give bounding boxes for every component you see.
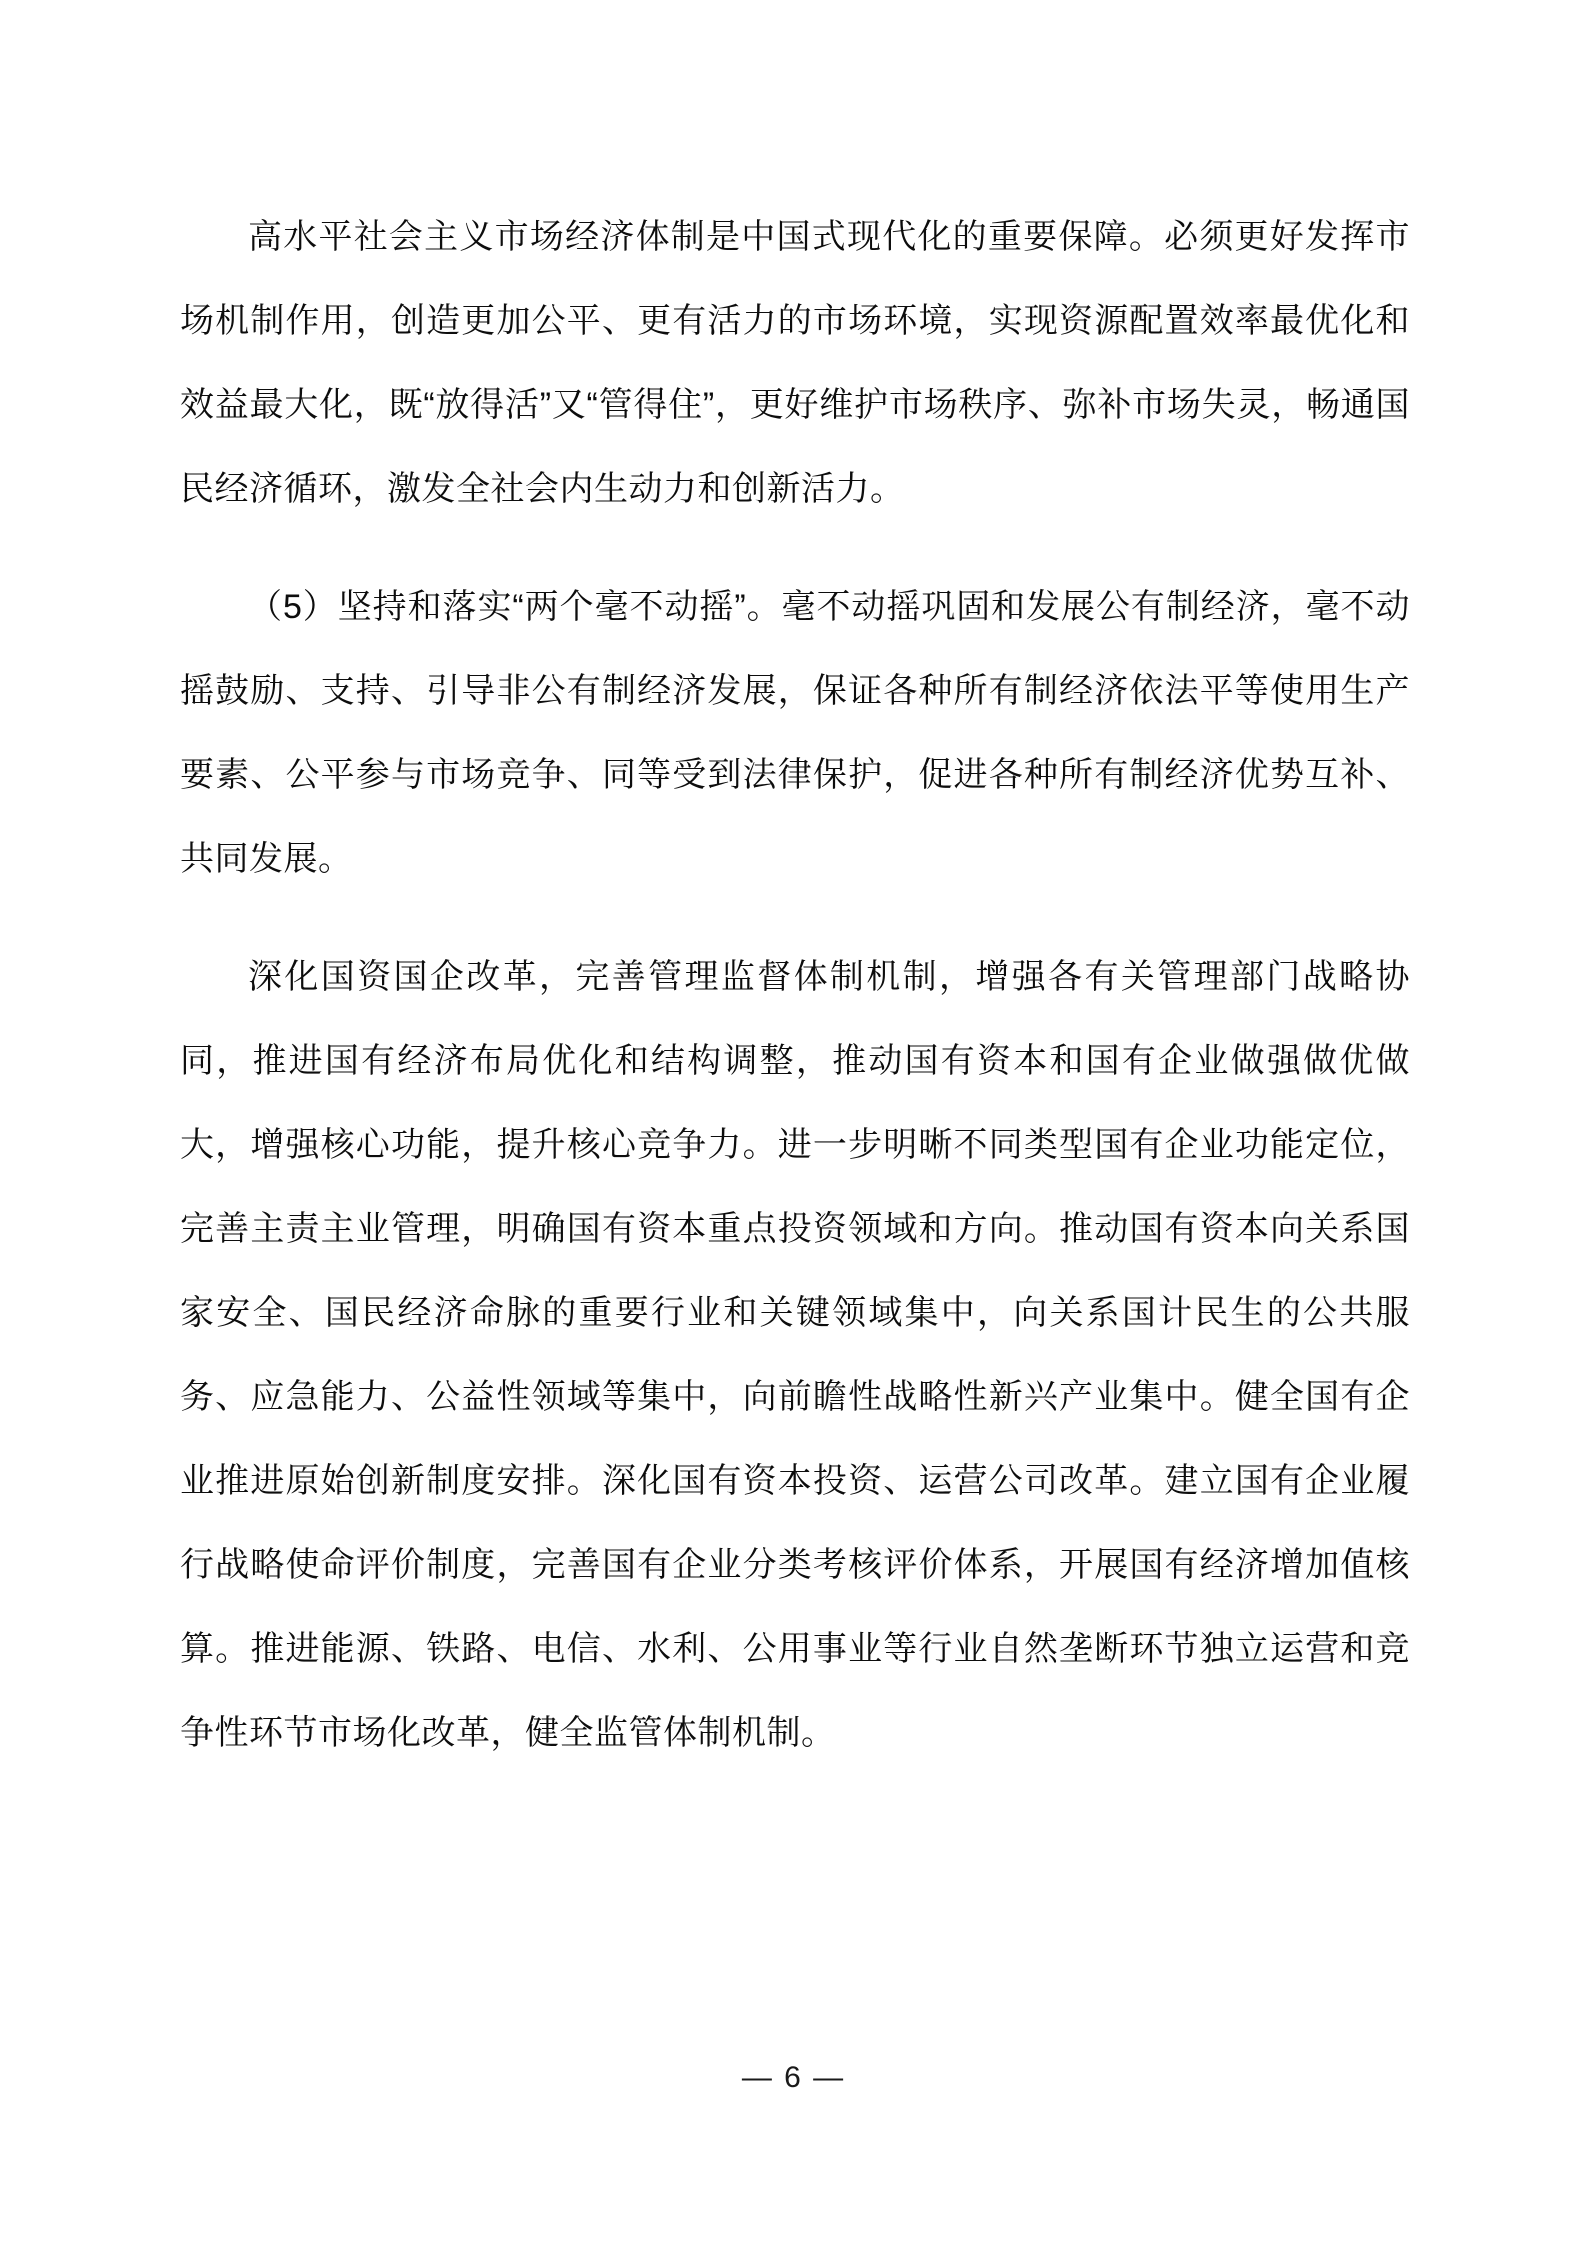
text-content <box>180 195 1410 1809</box>
body-paragraph: （5）坚持和落实“两个毫不动摇”。毫不动摇巩固和发展公有制经济，毫不动摇鼓励、支持、引导非公有制经济发展，保证各种所有制经济依法平等使用生产要素、公平参与市场竞争、同等受到法律保护，促进各种所有制经济优势互补、共同发展。 <box>180 588 1410 878</box>
body-paragraph: 深化国资国企改革，完善管理监督体制机制，增强各有关管理部门战略协同，推进国有经济布局优化和结构调整，推动国有资本和国有企业做强做优做大，增强核心功能，提升核心竞争力。进一步明晰不同类型国有企业功能定位，完善主责主业管理，明确国有资本重点投资领域和方向。推动国有资本向关系国家安全、国民经济命脉的重要行业和关键领域集中，向关系国计民生的公共服务、应急能力、公益性领域等集中，向前瞻性战略性新兴产业集中。健全国有企业推进原始创新制度安排。深化国有资本投资、运营公司改革。建立国有企业履行战略使命评价制度，完善国有企业分类考核评价体系，开展国有经济增加值核算。推进能源、铁路、电信、水利、公用事业等行业自然垄断环节独立运营和竞争性环节市场化改革，健全监管体制机制。 <box>180 958 1410 1752</box>
page-number: — 6 — <box>741 2061 846 2094</box>
body-paragraph: 高水平社会主义市场经济体制是中国式现代化的重要保障。必须更好发挥市场机制作用，创造更加公平、更有活力的市场环境，实现资源配置效率最优化和效益最大化，既“放得活”又“管得住”，更好维护市场秩序、弥补市场失灵，畅通国民经济循环，激发全社会内生动力和创新活力。 <box>180 218 1410 508</box>
